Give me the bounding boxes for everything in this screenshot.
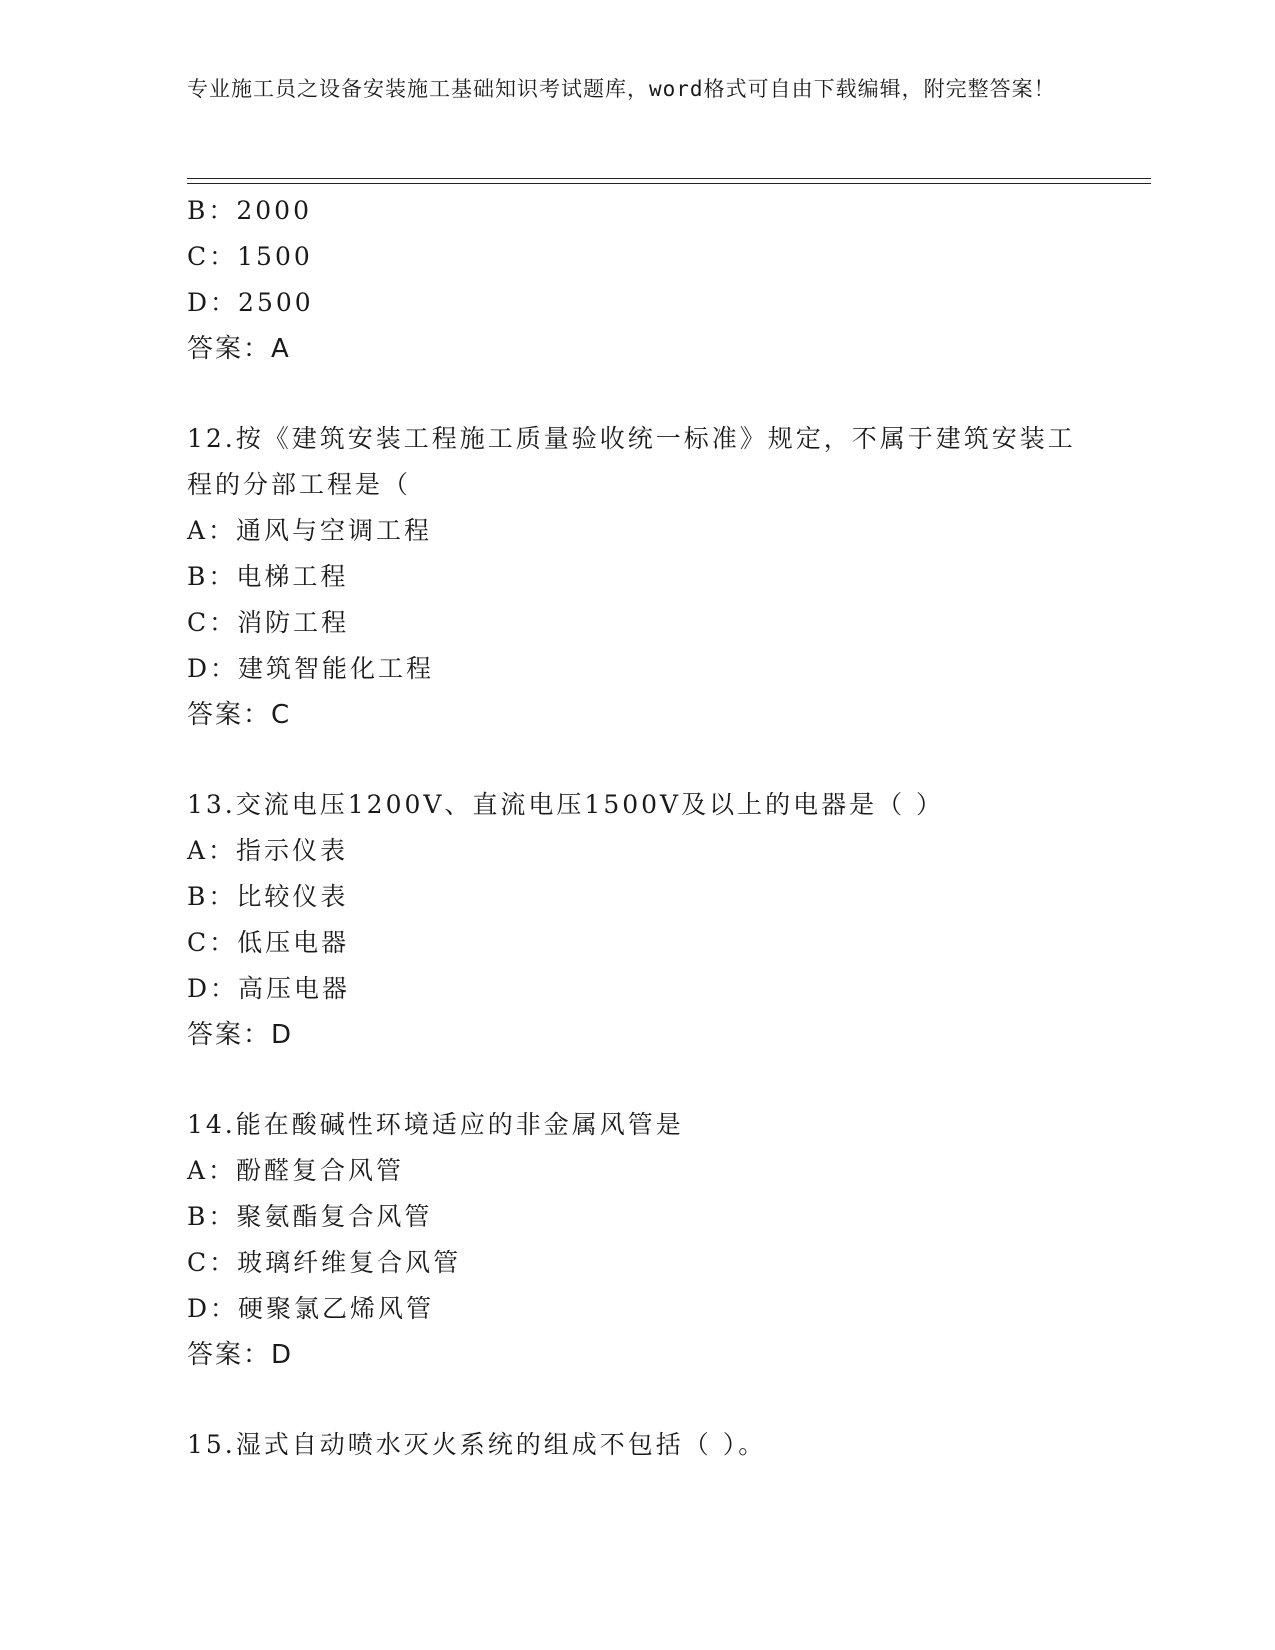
option-a: A：酚醛复合风管 [187, 1156, 405, 1185]
option-d: D：高压电器 [187, 974, 351, 1003]
answer-line: 答案：D [187, 1020, 294, 1050]
question-content [187, 188, 1087, 1468]
option-d: D：硬聚氯乙烯风管 [187, 1294, 435, 1323]
option-b: B：2000 [187, 196, 312, 225]
option-c: C：消防工程 [187, 608, 350, 637]
header-divider-bottom [187, 183, 1151, 184]
answer-line: 答案：D [187, 1340, 294, 1370]
option-b: B：聚氨酯复合风管 [187, 1202, 433, 1231]
question-stem-12: 12.按《建筑安装工程施工质量验收统一标准》规定，不属于建筑安装工程的分部工程是（ [187, 424, 1076, 499]
option-c: C：1500 [187, 242, 313, 271]
header-divider-top [187, 178, 1151, 179]
question-stem-14: 14.能在酸碱性环境适应的非金属风管是 [187, 1110, 684, 1139]
option-c: C：低压电器 [187, 928, 350, 957]
page-header: 专业施工员之设备安装施工基础知识考试题库，word格式可自由下载编辑，附完整答案！ [187, 77, 1056, 101]
option-d: D：2500 [187, 288, 314, 317]
option-a: A：通风与空调工程 [187, 516, 433, 545]
question-stem-13: 13.交流电压1200V、直流电压1500V及以上的电器是（ ） [187, 790, 945, 819]
option-a: A：指示仪表 [187, 836, 349, 865]
option-d: D：建筑智能化工程 [187, 654, 435, 683]
option-c: C：玻璃纤维复合风管 [187, 1248, 462, 1277]
option-b: B：电梯工程 [187, 562, 349, 591]
question-stem-15: 15.湿式自动喷水灭火系统的组成不包括（ ）。 [187, 1430, 767, 1459]
answer-line: 答案：C [187, 700, 292, 730]
answer-line: 答案：A [187, 334, 291, 364]
option-b: B：比较仪表 [187, 882, 349, 911]
